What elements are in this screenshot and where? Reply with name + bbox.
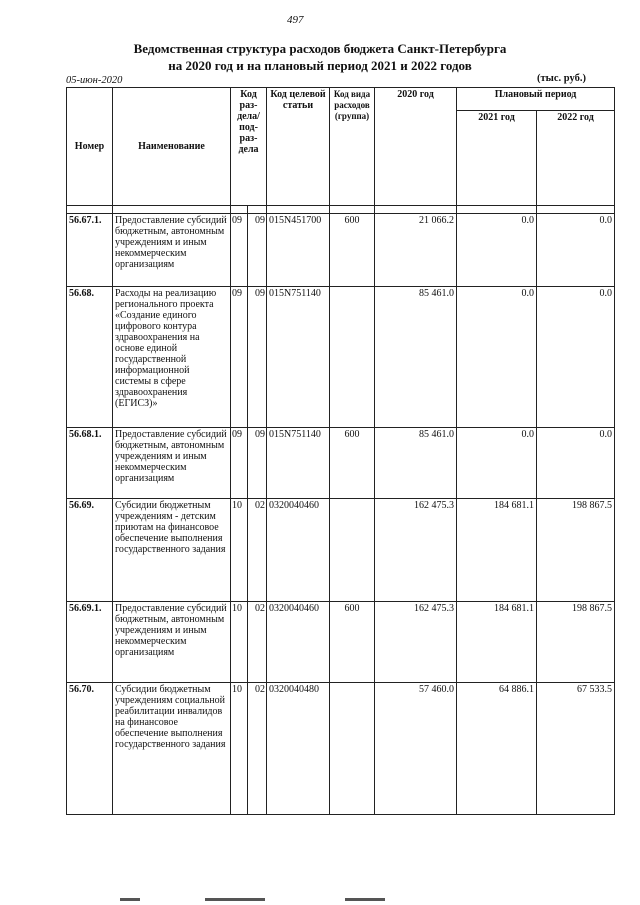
- row-target-code: 015N751140: [267, 428, 330, 499]
- row-subsection: 09: [248, 287, 267, 428]
- row-amount-2022: 0.0: [537, 214, 615, 287]
- row-expense-type: [330, 683, 375, 815]
- row-expense-type: 600: [330, 428, 375, 499]
- row-section: 09: [231, 287, 248, 428]
- table-row: [67, 602, 615, 683]
- row-name: Субсидии бюджетным учреждениям социальной реабилитации инвалидов на финансовое обеспечение выполнения государственного задания: [113, 683, 231, 815]
- row-target-code: 015N451700: [267, 214, 330, 287]
- row-target-code: 0320040460: [267, 602, 330, 683]
- row-amount-2021: 0.0: [457, 428, 537, 499]
- row-amount-2020: 21 066.2: [375, 214, 457, 287]
- row-subsection: 02: [248, 683, 267, 815]
- header-2021: 2021 год: [457, 111, 537, 206]
- row-amount-2021: 64 886.1: [457, 683, 537, 815]
- row-target-code: 0320040480: [267, 683, 330, 815]
- row-expense-type: [330, 499, 375, 602]
- table-row: [67, 287, 615, 428]
- header-number: Номер: [67, 88, 113, 206]
- budget-table: [66, 87, 615, 815]
- table-row: [67, 499, 615, 602]
- row-expense-type: [330, 287, 375, 428]
- row-subsection: 09: [248, 428, 267, 499]
- row-name: Расходы на реализацию регионального проекта «Создание единого цифрового контура здравоохранения на основе единой государственной информационной системы в сфере здравоохранения (ЕГИСЗ)»: [113, 287, 231, 428]
- scan-artifact: [205, 898, 265, 901]
- table-row: [67, 428, 615, 499]
- row-amount-2022: 198 867.5: [537, 499, 615, 602]
- header-section: Код раз- дела/ под- раз- дела: [231, 88, 267, 206]
- document-title-line2: на 2020 год и на плановый период 2021 и 2022 годов: [168, 58, 472, 73]
- row-name: Субсидии бюджетным учреждениям - детским приютам на финансовое обеспечение выполнения государственного задания: [113, 499, 231, 602]
- row-expense-type: 600: [330, 602, 375, 683]
- units-label: (тыс. руб.): [537, 73, 586, 84]
- header-type: Код вида расходов (группа): [330, 88, 375, 206]
- row-subsection: 02: [248, 499, 267, 602]
- row-amount-2022: 198 867.5: [537, 602, 615, 683]
- row-amount-2020: 85 461.0: [375, 428, 457, 499]
- row-section: 10: [231, 602, 248, 683]
- page-number: 497: [287, 14, 304, 26]
- row-number: 56.67.1.: [67, 214, 113, 287]
- scan-artifact: [120, 898, 140, 901]
- row-amount-2021: 184 681.1: [457, 602, 537, 683]
- row-section: 10: [231, 499, 248, 602]
- header-2020: 2020 год: [375, 88, 457, 206]
- row-target-code: 015N751140: [267, 287, 330, 428]
- header-target: Код целевой статьи: [267, 88, 330, 206]
- row-amount-2021: 0.0: [457, 214, 537, 287]
- header-name: Наименование: [113, 88, 231, 206]
- document-title-line1: Ведомственная структура расходов бюджета Санкт-Петербурга: [133, 41, 507, 56]
- row-number: 56.69.: [67, 499, 113, 602]
- row-section: 10: [231, 683, 248, 815]
- row-amount-2020: 57 460.0: [375, 683, 457, 815]
- table-row: [67, 214, 615, 287]
- row-subsection: 09: [248, 214, 267, 287]
- header-row: [67, 88, 615, 111]
- table-row: [67, 683, 615, 815]
- row-section: 09: [231, 428, 248, 499]
- header-planned-period: Плановый период: [457, 88, 615, 111]
- row-amount-2020: 85 461.0: [375, 287, 457, 428]
- row-expense-type: 600: [330, 214, 375, 287]
- row-name: Предоставление субсидий бюджетным, автономным учреждениям и иным некоммерческим организациям: [113, 602, 231, 683]
- row-amount-2020: 162 475.3: [375, 602, 457, 683]
- row-subsection: 02: [248, 602, 267, 683]
- row-amount-2022: 67 533.5: [537, 683, 615, 815]
- row-target-code: 0320040460: [267, 499, 330, 602]
- row-number: 56.68.: [67, 287, 113, 428]
- row-name: Предоставление субсидий бюджетным, автономным учреждениям и иным некоммерческим организациям: [113, 428, 231, 499]
- row-amount-2021: 0.0: [457, 287, 537, 428]
- row-amount-2021: 184 681.1: [457, 499, 537, 602]
- row-section: 09: [231, 214, 248, 287]
- row-number: 56.69.1.: [67, 602, 113, 683]
- row-number: 56.68.1.: [67, 428, 113, 499]
- row-number: 56.70.: [67, 683, 113, 815]
- header-gap-row: [67, 206, 615, 214]
- row-amount-2020: 162 475.3: [375, 499, 457, 602]
- document-date: 05-июн-2020: [66, 75, 123, 86]
- scan-artifact: [345, 898, 385, 901]
- table-body: [67, 214, 615, 815]
- row-amount-2022: 0.0: [537, 428, 615, 499]
- row-amount-2022: 0.0: [537, 287, 615, 428]
- header-2022: 2022 год: [537, 111, 615, 206]
- row-name: Предоставление субсидий бюджетным, автономным учреждениям и иным некоммерческим организациям: [113, 214, 231, 287]
